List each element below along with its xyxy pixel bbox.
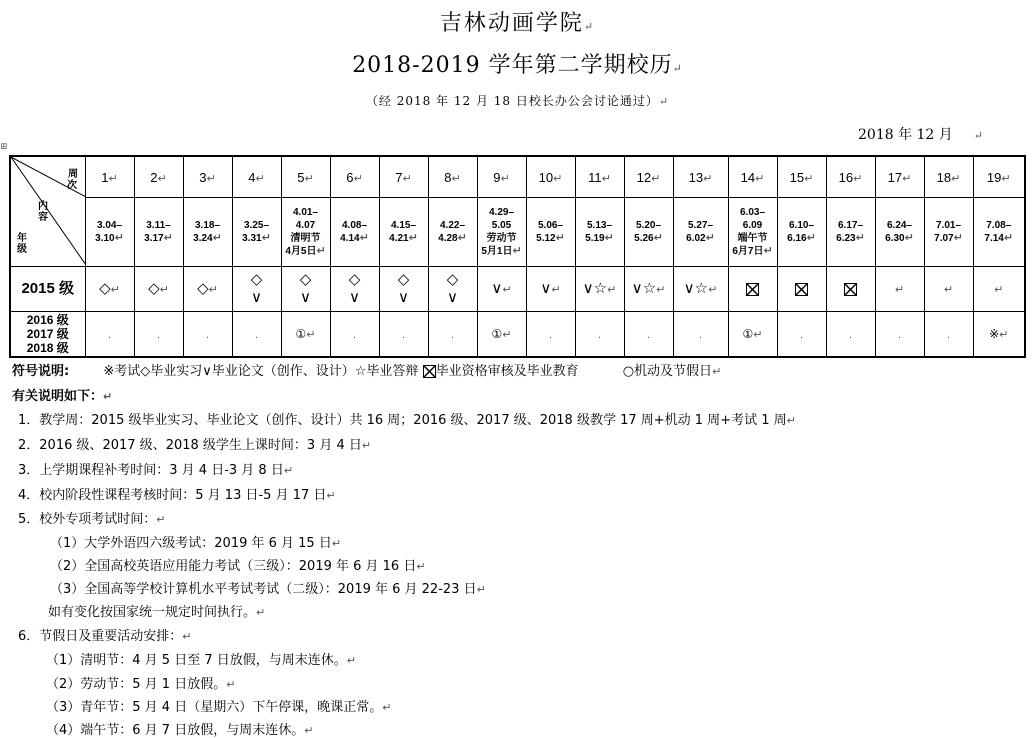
grade-2015-week-cell: ◇∨ (379, 267, 428, 312)
grade-2015-week-cell: ◇↵ (183, 267, 232, 312)
grade-2015-row (10, 267, 1025, 312)
grade-2016-2018-week-cell: . (673, 312, 728, 358)
note-5: 5．校外专项考试时间：↵ (18, 512, 166, 527)
grade-2015-week-cell: ∨↵ (526, 267, 575, 312)
grade-2015-week-cell: ◇∨ (281, 267, 330, 312)
approval-note: （经 2018 年 12 月 18 日校长办公会讨论通过）↵ (365, 94, 670, 108)
grade-2015-week-cell: ◇↵ (85, 267, 134, 312)
grade-2015-week-cell: ∨↵ (477, 267, 526, 312)
review-box-icon (746, 283, 759, 296)
grade-2016-2018-week-cell: . (575, 312, 624, 358)
grade-2015-label: 2015 级 (10, 267, 85, 312)
week-number-cell: 16↵ (826, 156, 875, 198)
week-number-cell: 15↵ (777, 156, 826, 198)
legend-internship: ◇毕业实习 (140, 364, 203, 379)
grade-2016-2018-week-cell: ①↵ (281, 312, 330, 358)
week-number-cell: 2↵ (134, 156, 183, 198)
school-name: 吉林动画学院↵ (439, 11, 596, 36)
week-number-cell: 14↵ (728, 156, 777, 198)
note-5-remark: 如有变化按国家统一规定时间执行。↵ (48, 605, 266, 620)
legend-thesis: ∨毕业论文（创作、设计） (202, 364, 355, 379)
symbol-legend: 符号说明: ※考试◇毕业实习∨毕业论文（创作、设计）☆毕业答辩 毕业资格审核及毕业教育 ○机动及节假日↵ (12, 364, 722, 379)
date-range-row (10, 198, 1025, 267)
date-range-cell: 3.25– 3.31↵ (232, 198, 281, 267)
week-number-row (10, 156, 1025, 198)
notes-heading: 有关说明如下：↵ (12, 389, 113, 404)
week-number-cell: 12↵ (624, 156, 673, 198)
week-number-cell: 10↵ (526, 156, 575, 198)
issue-date: 2018 年 12 月 ↵ (858, 127, 983, 143)
note-5-3: （3）全国高等学校计算机水平考试考试（二级）：2019 年 6 月 22-23 日↵ (50, 582, 486, 597)
grade-2015-week-cell (826, 267, 875, 312)
grade-2016-2018-label: 2016 级 2017 级 2018 级 (10, 312, 85, 358)
grade-2016-2018-week-cell: . (428, 312, 477, 358)
grade-2015-week-cell: ↵ (924, 267, 973, 312)
note-5-2: （2）全国高校英语应用能力考试（三级）：2019 年 6 月 16 日↵ (50, 559, 426, 574)
note-5-1: （1）大学外语四六级考试：2019 年 6 月 15 日↵ (50, 536, 342, 551)
week-number-cell: 6↵ (330, 156, 379, 198)
date-range-cell: 4.22– 4.28↵ (428, 198, 477, 267)
grade-2016-2018-week-cell: . (134, 312, 183, 358)
grade-2016-2018-week-cell: . (526, 312, 575, 358)
date-range-cell: 4.15– 4.21↵ (379, 198, 428, 267)
grade-2016-2018-week-cell: . (624, 312, 673, 358)
date-range-cell: 5.20– 5.26↵ (624, 198, 673, 267)
corner-week-label: 周 次 (67, 169, 78, 191)
legend-defense: ☆毕业答辩 (354, 364, 419, 379)
grade-2015-week-cell (728, 267, 777, 312)
week-number-cell: 5↵ (281, 156, 330, 198)
grade-2015-week-cell: ◇↵ (134, 267, 183, 312)
calendar-table (9, 155, 1026, 358)
note-2: 2．2016 级、2017 级、2018 级学生上课时间：3 月 4 日↵ (18, 438, 372, 453)
grade-2015-week-cell: ∨☆↵ (673, 267, 728, 312)
grade-2016-2018-week-cell: . (85, 312, 134, 358)
week-number-cell: 9↵ (477, 156, 526, 198)
review-box-icon (844, 283, 857, 296)
date-range-cell: 4.29– 5.05 劳动节 5月1日↵ (477, 198, 526, 267)
legend-flex: ○机动及节假日 (622, 364, 713, 379)
grade-2016-2018-week-cell: . (232, 312, 281, 358)
grade-2016-2018-week-cell: . (875, 312, 924, 358)
week-number-cell: 3↵ (183, 156, 232, 198)
table-anchor-icon: ⊞ (0, 142, 8, 152)
date-range-cell: 5.13– 5.19↵ (575, 198, 624, 267)
grade-2016-2018-week-cell: ①↵ (728, 312, 777, 358)
week-number-cell: 4↵ (232, 156, 281, 198)
grade-2016-2018-week-cell: . (777, 312, 826, 358)
note-6: 6．节假日及重要活动安排：↵ (18, 629, 192, 644)
week-number-cell: 11↵ (575, 156, 624, 198)
grade-2015-week-cell: ◇∨ (330, 267, 379, 312)
grade-2016-2018-week-cell: . (183, 312, 232, 358)
grade-2015-week-cell: ∨☆↵ (624, 267, 673, 312)
week-number-cell: 13↵ (673, 156, 728, 198)
grade-2015-week-cell: ∨☆↵ (575, 267, 624, 312)
grade-2016-2018-week-cell: . (826, 312, 875, 358)
grade-2015-week-cell: ↵ (973, 267, 1025, 312)
date-range-cell: 7.01– 7.07↵ (924, 198, 973, 267)
header-corner-cell: 周 次 内 容 年 级 (10, 156, 85, 267)
date-range-cell: 6.24– 6.30↵ (875, 198, 924, 267)
grade-2016-2018-row (10, 312, 1025, 358)
grade-2016-2018-week-cell: . (379, 312, 428, 358)
grade-2016-2018-week-cell: ※↵ (973, 312, 1025, 358)
note-1: 1．教学周：2015 级毕业实习、毕业论文（创作、设计）共 16 周；2016 级、2017 级、2018 级教学 17 周+机动 1 周+考试 1 周↵ (18, 413, 796, 428)
note-6-4: （4）端午节：6 月 7 日放假，与周末连休。↵ (46, 723, 314, 738)
review-box-icon (795, 283, 808, 296)
date-range-cell: 3.18– 3.24↵ (183, 198, 232, 267)
note-6-3: （3）青年节：5 月 4 日（星期六）下午停课，晚课正常。↵ (46, 700, 392, 715)
date-range-cell: 6.17– 6.23↵ (826, 198, 875, 267)
week-number-cell: 1↵ (85, 156, 134, 198)
grade-2015-week-cell: ↵ (875, 267, 924, 312)
week-number-cell: 7↵ (379, 156, 428, 198)
grade-2016-2018-week-cell: ①↵ (477, 312, 526, 358)
grade-2016-2018-week-cell: . (330, 312, 379, 358)
note-6-2: （2）劳动节：5 月 1 日放假。↵ (46, 677, 236, 692)
date-range-cell: 6.03– 6.09 端午节 6月7日↵ (728, 198, 777, 267)
grade-2015-week-cell (777, 267, 826, 312)
week-number-cell: 19↵ (973, 156, 1025, 198)
legend-review: 毕业资格审核及毕业教育 (435, 364, 579, 379)
week-number-cell: 8↵ (428, 156, 477, 198)
week-number-cell: 17↵ (875, 156, 924, 198)
date-range-cell: 5.27– 6.02↵ (673, 198, 728, 267)
date-range-cell: 6.10– 6.16↵ (777, 198, 826, 267)
date-range-cell: 3.04– 3.10↵ (85, 198, 134, 267)
note-6-1: （1）清明节：4 月 5 日至 7 日放假，与周末连休。↵ (46, 653, 356, 668)
date-range-cell: 4.08– 4.14↵ (330, 198, 379, 267)
grade-2015-week-cell: ◇∨ (232, 267, 281, 312)
date-range-cell: 3.11– 3.17↵ (134, 198, 183, 267)
grade-2016-2018-week-cell: . (924, 312, 973, 358)
grade-2015-week-cell: ◇∨ (428, 267, 477, 312)
review-box-icon (423, 365, 436, 378)
note-3: 3．上学期课程补考时间：3 月 4 日-3 月 8 日↵ (18, 463, 294, 478)
note-4: 4．校内阶段性课程考核时间：5 月 13 日-5 月 17 日↵ (18, 488, 336, 503)
calendar-title: 2018-2019 学年第二学期校历↵ (352, 53, 683, 78)
date-range-cell: 7.08– 7.14↵ (973, 198, 1025, 267)
week-number-cell: 18↵ (924, 156, 973, 198)
date-range-cell: 4.01– 4.07 清明节 4月5日↵ (281, 198, 330, 267)
date-range-cell: 5.06– 5.12↵ (526, 198, 575, 267)
legend-exam: ※考试 (103, 364, 141, 379)
legend-title: 符号说明: (12, 364, 70, 379)
